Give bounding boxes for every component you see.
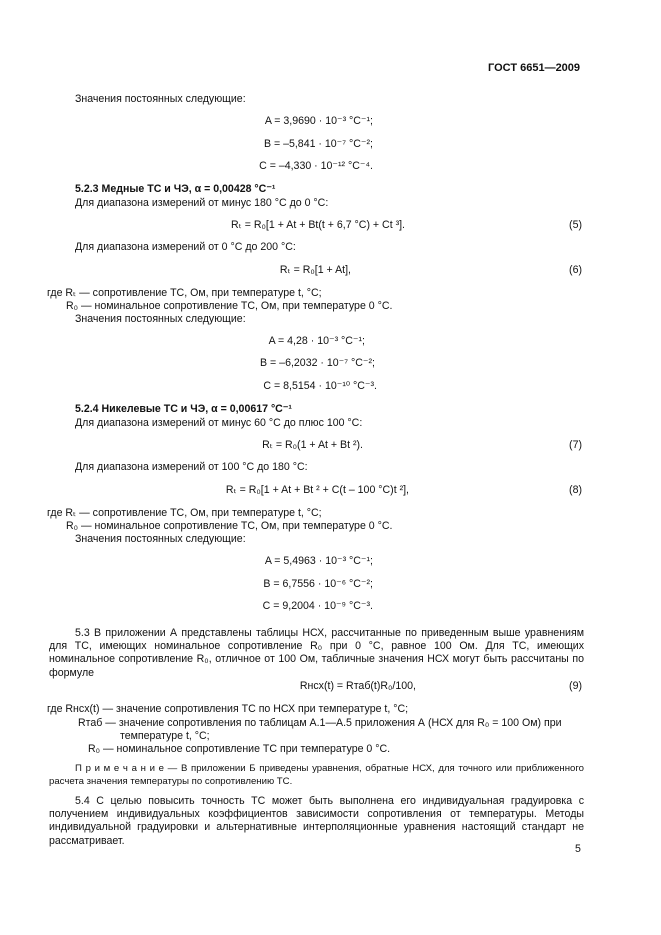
equation-5: Rₜ = R₀[1 + At + Bt(t + 6,7 °C) + Ct ³]. [231,219,405,231]
page-number: 5 [575,843,581,855]
definition-line: температуре t, °С; [120,730,210,742]
constant-c: C = 8,5154 · 10⁻¹⁰ °C⁻³. [263,380,377,392]
range-text: Для диапазона измерений от минус 60 °С до плюс 100 °С: [75,417,363,429]
constant-a: A = 5,4963 · 10⁻³ °C⁻¹; [264,555,373,567]
equation-6: Rₜ = R₀[1 + At], [279,264,351,276]
constant-b: B = 6,7556 · 10⁻⁶ °C⁻²; [263,578,373,590]
equation-7: Rₜ = R₀(1 + At + Bt ²). [262,439,363,451]
definition-line: R₀ — номинальное сопротивление ТС, Ом, при температуре 0 °С. [66,300,393,312]
standard-header: ГОСТ 6651—2009 [488,62,581,74]
constants-intro: Значения постоянных следующие: [75,93,246,105]
definition-line: где Rₜ — сопротивление ТС, Ом, при температуре t, °С; [47,507,322,519]
constant-a: A = 4,28 · 10⁻³ °C⁻¹; [268,335,365,347]
constant-b: B = –5,841 · 10⁻⁷ °C⁻²; [263,138,373,150]
constant-a: A = 3,9690 · 10⁻³ °C⁻¹; [264,115,373,127]
paragraph-5-3: 5.3 В приложении А представлены таблицы НСХ, рассчитанные по приведенным выше уравнениям для ТС, имеющих номинальное сопротивление R₀ при 0 °С, равное 100 Ом. Для ТС, имеющих номинальное сопротивление R₀, отличное от 100 Ом, табличные значения НСХ могут быть рассчитаны по формуле [49,627,584,679]
equation-number: (9) [569,680,582,692]
definition-line: R₀ — номинальное сопротивление ТС при температуре 0 °С. [88,743,391,755]
range-text: Для диапазона измерений от 0 °С до 200 °С: [75,241,296,253]
range-text: Для диапазона измерений от минус 180 °С до 0 °С: [75,197,329,209]
equation-number: (5) [569,219,582,231]
equation-8: Rₜ = R₀[1 + At + Bt ² + C(t – 100 °C)t ²], [225,484,409,496]
definition-line: Rтаб — значение сопротивления по таблицам А.1—А.5 приложения А (НСХ для R₀ = 100 Ом) при [78,717,562,729]
constant-b: B = –6,2032 · 10⁻⁷ °C⁻²; [260,357,375,369]
constant-c: C = 9,2004 · 10⁻⁹ °C⁻³. [262,600,373,612]
equation-number: (8) [569,484,582,496]
equation-number: (6) [569,264,582,276]
definition-line: где Rₜ — сопротивление ТС, Ом, при температуре t, °С; [47,287,322,299]
definition-line: R₀ — номинальное сопротивление ТС, Ом, при температуре 0 °С. [66,520,393,532]
definition-line: где Rнсх(t) — значение сопротивления ТС по НСХ при температуре t, °С; [47,703,409,715]
paragraph-5-4: 5.4 С целью повысить точность ТС может быть выполнена его индивидуальная градуировка с получением индивидуальных коэффициентов зависимости сопротивления от температуры. Методы индивидуальной градуировки и альтернативные интерполяционные уравнения настоящий стандарт не рассматривает. [49,795,584,847]
note: П р и м е ч а н и е — В приложении Б приведены уравнения, обратные НСХ, для точного или приближенного расчета значения температуры по сопротивлению ТС. [49,763,584,787]
constant-c: C = –4,330 · 10⁻¹² °C⁻⁴. [259,160,373,172]
section-title-5-2-3: 5.2.3 Медные ТС и ЧЭ, α = 0,00428 °С⁻¹ [75,183,276,195]
equation-9: Rнсх(t) = Rтаб(t)R₀/100, [299,680,416,692]
range-text: Для диапазона измерений от 100 °С до 180 °С: [75,461,308,473]
constants-intro: Значения постоянных следующие: [75,313,246,325]
constants-intro: Значения постоянных следующие: [75,533,246,545]
equation-number: (7) [569,439,582,451]
section-title-5-2-4: 5.2.4 Никелевые ТС и ЧЭ, α = 0,00617 °С⁻¹ [75,403,292,415]
